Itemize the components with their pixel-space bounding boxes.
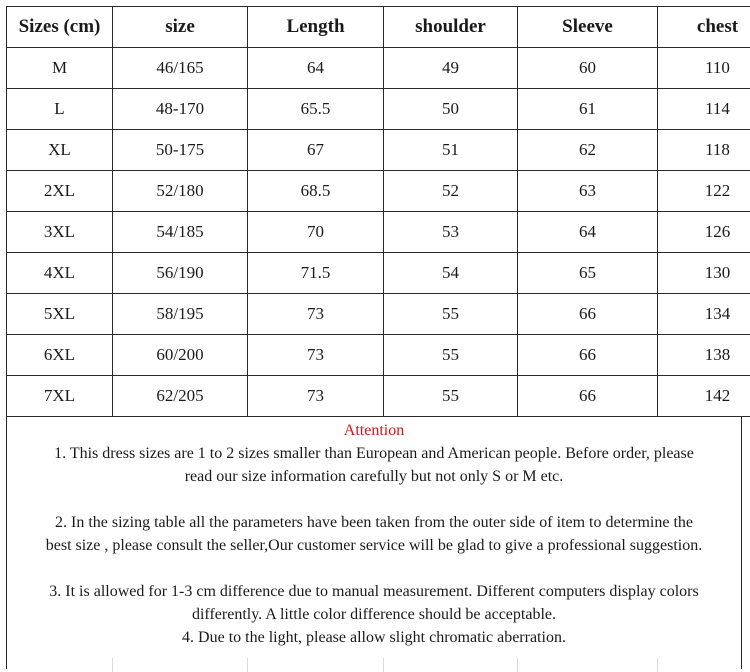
- note-3-line-1: 3. It is allowed for 1-3 cm difference due to manual measurement. Different computers display colors: [49, 583, 699, 600]
- table-row: [7, 253, 750, 294]
- cell-size-label: 3XL: [7, 212, 113, 253]
- cell-size-label: 6XL: [7, 335, 113, 376]
- note-3-line-2: differently. A little color difference should be acceptable.: [191, 606, 556, 623]
- cell-height-range: 46/165: [113, 48, 248, 89]
- cell-size-label: 4XL: [7, 253, 113, 294]
- note-spacer: [13, 488, 735, 511]
- attention-notes: [6, 417, 742, 669]
- cell-length: 73: [248, 335, 384, 376]
- cell-chest: 126: [658, 212, 750, 253]
- size-table: [6, 6, 750, 417]
- cell-chest: 118: [658, 130, 750, 171]
- cell-chest: 110: [658, 48, 750, 89]
- cell-length: 64: [248, 48, 384, 89]
- header-row: [7, 7, 750, 48]
- note-spacer: [13, 557, 735, 580]
- size-table-body: [7, 48, 750, 417]
- cell-shoulder: 49: [384, 48, 518, 89]
- bottom-gridline-remnants: [6, 658, 744, 672]
- cell-height-range: 52/180: [113, 171, 248, 212]
- table-row: [7, 294, 750, 335]
- cell-chest: 138: [658, 335, 750, 376]
- header-shoulder: shoulder: [384, 7, 518, 48]
- cell-chest: 122: [658, 171, 750, 212]
- attention-title: Attention: [343, 422, 405, 439]
- cell-sleeve: 61: [518, 89, 658, 130]
- cell-size-label: 2XL: [7, 171, 113, 212]
- cell-height-range: 58/195: [113, 294, 248, 335]
- cell-size-label: M: [7, 48, 113, 89]
- cell-sleeve: 63: [518, 171, 658, 212]
- note-2-line-2: best size , please consult the seller,Our customer service will be glad to give a professional suggestion.: [45, 537, 703, 554]
- cell-chest: 114: [658, 89, 750, 130]
- cell-size-label: 5XL: [7, 294, 113, 335]
- header-size: size: [113, 7, 248, 48]
- cell-sleeve: 66: [518, 335, 658, 376]
- cell-length: 67: [248, 130, 384, 171]
- cell-length: 68.5: [248, 171, 384, 212]
- cell-length: 71.5: [248, 253, 384, 294]
- cell-length: 73: [248, 294, 384, 335]
- size-chart: [6, 6, 744, 666]
- cell-sleeve: 66: [518, 294, 658, 335]
- cell-size-label: XL: [7, 130, 113, 171]
- note-4-line-1: 4. Due to the light, please allow slight chromatic aberration.: [182, 629, 566, 646]
- cell-shoulder: 52: [384, 171, 518, 212]
- cell-size-label: L: [7, 89, 113, 130]
- cell-shoulder: 55: [384, 294, 518, 335]
- cell-height-range: 50-175: [113, 130, 248, 171]
- cell-length: 70: [248, 212, 384, 253]
- cell-length: 65.5: [248, 89, 384, 130]
- header-length: Length: [248, 7, 384, 48]
- cell-chest: 130: [658, 253, 750, 294]
- cell-size-label: 7XL: [7, 376, 113, 417]
- table-row: [7, 48, 750, 89]
- cell-shoulder: 54: [384, 253, 518, 294]
- table-row: [7, 89, 750, 130]
- cell-shoulder: 53: [384, 212, 518, 253]
- note-1-line-2: read our size information carefully but not only S or M etc.: [184, 468, 564, 485]
- note-1-line-1: 1. This dress sizes are 1 to 2 sizes smaller than European and American people. Before order, please: [54, 445, 694, 462]
- table-row: [7, 376, 750, 417]
- cell-shoulder: 50: [384, 89, 518, 130]
- table-row: [7, 130, 750, 171]
- cell-sleeve: 65: [518, 253, 658, 294]
- cell-shoulder: 55: [384, 335, 518, 376]
- header-sizes: Sizes (cm): [7, 7, 113, 48]
- table-row: [7, 335, 750, 376]
- header-chest: chest: [658, 7, 750, 48]
- cell-sleeve: 62: [518, 130, 658, 171]
- header-sleeve: Sleeve: [518, 7, 658, 48]
- cell-shoulder: 51: [384, 130, 518, 171]
- cell-height-range: 60/200: [113, 335, 248, 376]
- cell-height-range: 48-170: [113, 89, 248, 130]
- cell-shoulder: 55: [384, 376, 518, 417]
- cell-height-range: 62/205: [113, 376, 248, 417]
- table-row: [7, 171, 750, 212]
- cell-height-range: 54/185: [113, 212, 248, 253]
- cell-length: 73: [248, 376, 384, 417]
- cell-chest: 142: [658, 376, 750, 417]
- cell-height-range: 56/190: [113, 253, 248, 294]
- cell-chest: 134: [658, 294, 750, 335]
- cell-sleeve: 64: [518, 212, 658, 253]
- table-row: [7, 212, 750, 253]
- cell-sleeve: 60: [518, 48, 658, 89]
- note-2-line-1: 2. In the sizing table all the parameters have been taken from the outer side of item to determine the: [55, 514, 693, 531]
- cell-sleeve: 66: [518, 376, 658, 417]
